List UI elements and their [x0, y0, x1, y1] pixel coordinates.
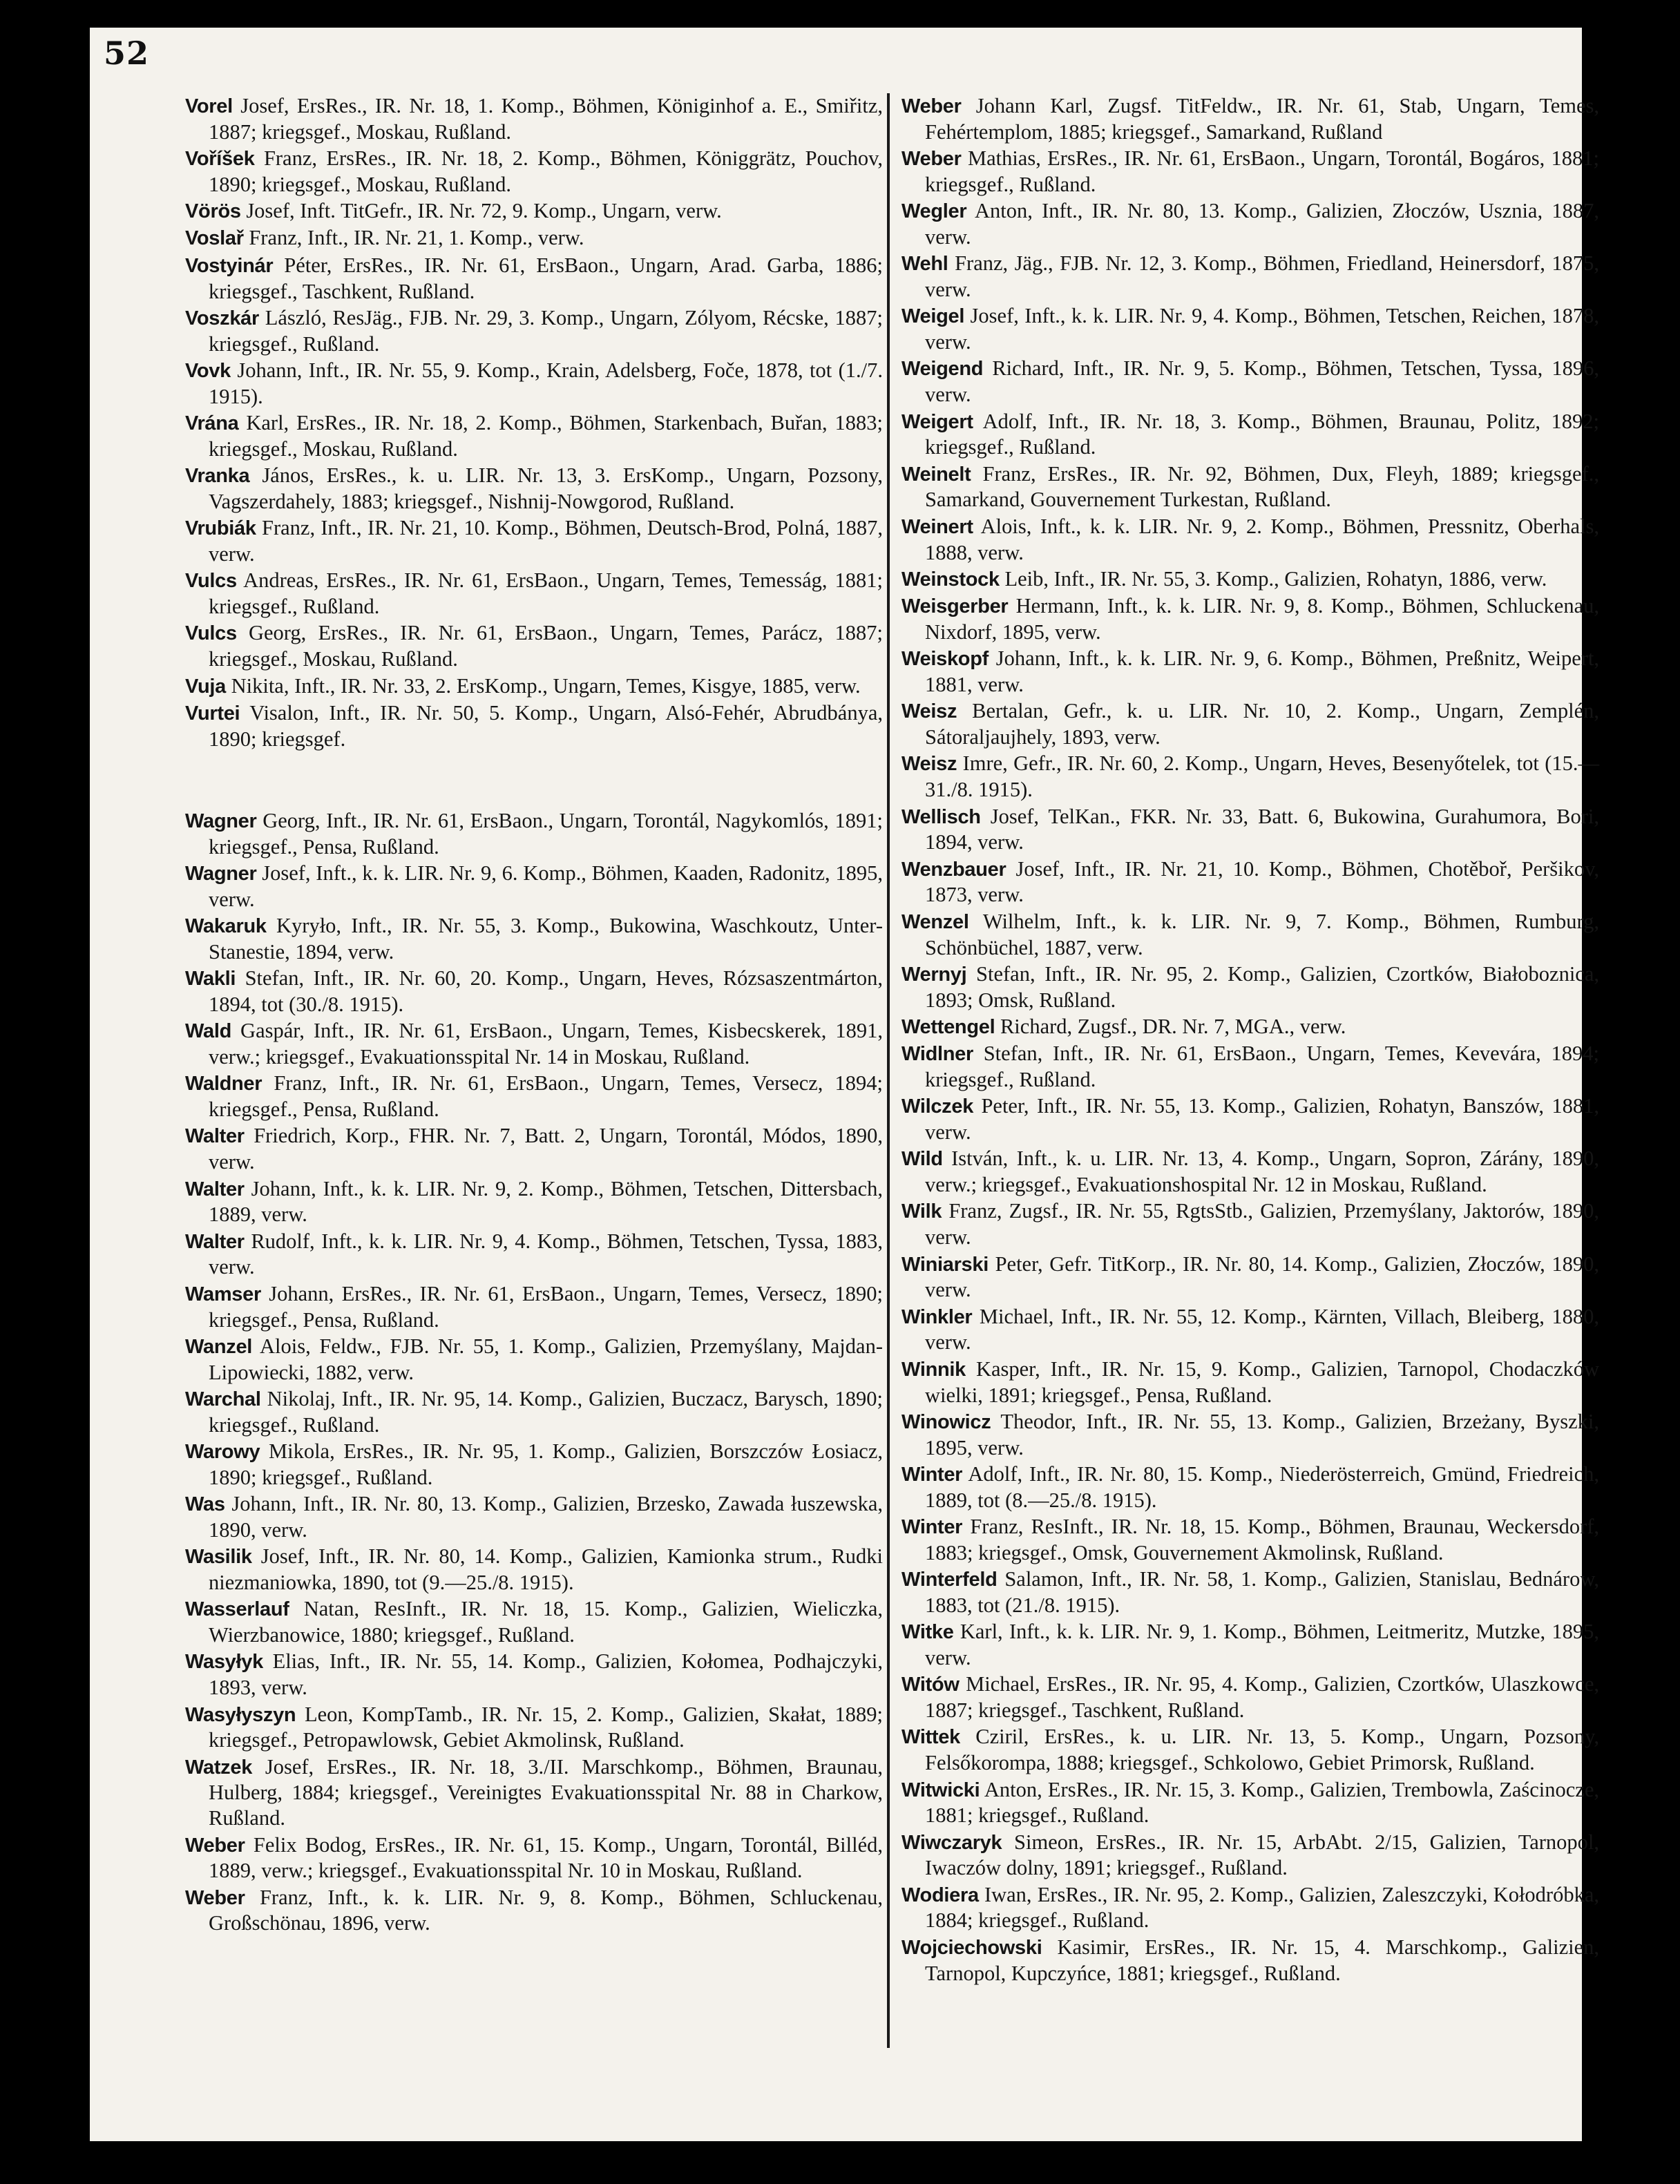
entry-details: Natan, ResInft., IR. Nr. 18, 15. Komp., Galizien, Wieliczka, Wierzbanowice, 1880; kriegsgef., Rußland. — [209, 1597, 884, 1647]
register-entry — [901, 856, 1599, 908]
entry-surname: Vuja — [185, 675, 226, 698]
entry-surname: Weisgerber — [901, 595, 1009, 618]
entry-details: Franz, Inft., IR. Nr. 21, 1. Komp., verw. — [249, 226, 584, 250]
entry-details: Hermann, Inft., k. k. LIR. Nr. 9, 8. Komp., Böhmen, Schluckenau, Nixdorf, 1895, verw. — [925, 594, 1599, 644]
entry-details: Johann, Inft., IR. Nr. 55, 9. Komp., Krain, Adelsberg, Foče, 1878, tot (1./7. 1915). — [209, 358, 883, 408]
entry-details: Josef, Inft. TitGefr., IR. Nr. 72, 9. Komp., Ungarn, verw. — [246, 199, 722, 223]
register-entry — [185, 1649, 883, 1701]
register-entry — [185, 673, 883, 700]
entry-details: Alois, Feldw., FJB. Nr. 55, 1. Komp., Galizien, Przemyślany, Majdan-Lipowiecki, 1882, verw. — [209, 1334, 883, 1384]
entry-surname: Widlner — [901, 1043, 973, 1066]
register-entry — [901, 198, 1599, 250]
entry-surname: Wasyłyszyn — [185, 1703, 296, 1726]
register-entry — [185, 358, 883, 410]
register-entry — [185, 1885, 883, 1937]
register-entry — [901, 1252, 1599, 1303]
register-entry — [185, 146, 883, 198]
entry-details: Simeon, ErsRes., IR. Nr. 15, ArbAbt. 2/15, Galizien, Tarnopol, Iwaczów dolny, 1891; kriegsgef., Rußland. — [925, 1830, 1599, 1880]
entry-details: Felix Bodog, ErsRes., IR. Nr. 61, 15. Komp., Ungarn, Torontál, Billéd, 1889, verw.; kriegsgef., Evakuationsspital Nr. 10 in Moskau, Rußland. — [209, 1832, 884, 1883]
register-entry — [185, 1176, 883, 1228]
entry-surname: Weisz — [901, 700, 957, 723]
entry-details: Karl, Inft., k. k. LIR. Nr. 9, 1. Komp., Böhmen, Leitmeritz, Mutzke, 1895, verw. — [925, 1620, 1600, 1670]
register-entry — [901, 514, 1599, 566]
section-gap — [185, 753, 883, 808]
entry-details: Imre, Gefr., IR. Nr. 60, 2. Komp., Ungarn, Heves, Besenyőtelek, tot (15.—31./8. 1915). — [925, 751, 1600, 802]
entry-surname: Witwicki — [901, 1779, 980, 1801]
entry-surname: Wiwczaryk — [901, 1831, 1002, 1854]
register-entry — [901, 1304, 1599, 1356]
entry-details: Theodor, Inft., IR. Nr. 55, 13. Komp., Galizien, Brzeżany, Byszki, 1895, verw. — [925, 1409, 1600, 1459]
entry-surname: Weber — [185, 1886, 245, 1909]
entry-details: Salamon, Inft., IR. Nr. 58, 1. Komp., Galizien, Stanislau, Bednárow, 1883, tot (21./8. 1915). — [925, 1567, 1600, 1617]
entry-surname: Vranka — [185, 465, 250, 488]
entry-surname: Vulcs — [185, 622, 237, 645]
register-entry — [901, 1357, 1599, 1408]
left-column-w-section — [185, 808, 883, 1936]
entry-surname: Wald — [185, 1020, 231, 1043]
entry-surname: Wellisch — [901, 805, 981, 828]
register-entry — [901, 1409, 1599, 1461]
entry-details: Peter, Gefr. TitKorp., IR. Nr. 80, 14. Komp., Galizien, Złoczów, 1890, verw. — [925, 1252, 1599, 1302]
entry-surname: Wanzel — [185, 1335, 253, 1358]
register-entry — [901, 356, 1599, 408]
register-entry — [185, 198, 883, 224]
entry-details: Alois, Inft., k. k. LIR. Nr. 9, 2. Komp., Böhmen, Pressnitz, Oberhals, 1888, verw. — [925, 514, 1599, 564]
register-entry — [901, 1882, 1599, 1934]
entry-details: Anton, Inft., IR. Nr. 80, 13. Komp., Galizien, Złoczów, Usznia, 1887, verw. — [925, 199, 1599, 249]
entry-surname: Voříšek — [185, 148, 255, 171]
entry-details: Cziril, ErsRes., k. u. LIR. Nr. 13, 5. Komp., Ungarn, Pozsony, Felsőkorompa, 1888; kriegsgef., Schkolowo, Gebiet Primorsk, Rußland. — [925, 1725, 1599, 1775]
entry-surname: Winter — [901, 1516, 963, 1539]
entry-details: Nikita, Inft., IR. Nr. 33, 2. ErsKomp., Ungarn, Temes, Kisgye, 1885, verw. — [231, 673, 861, 698]
entry-details: Johann, Inft., k. k. LIR. Nr. 9, 6. Komp., Böhmen, Preßnitz, Weipert, 1881, verw. — [925, 646, 1599, 697]
register-entry — [185, 966, 883, 1017]
entry-surname: Wakaruk — [185, 915, 267, 938]
register-entry — [185, 225, 883, 251]
entry-surname: Voslař — [185, 227, 244, 250]
entry-details: Richard, Zugsf., DR. Nr. 7, MGA., verw. — [1000, 1014, 1346, 1038]
register-entry — [901, 1514, 1599, 1566]
entry-details: Péter, ErsRes., IR. Nr. 61, ErsBaon., Ungarn, Arad. Garba, 1886; kriegsgef., Taschkent, Rußland. — [209, 253, 883, 303]
register-entry — [901, 751, 1599, 803]
register-entry — [901, 93, 1599, 145]
entry-surname: Wodiera — [901, 1884, 979, 1906]
register-entry — [901, 593, 1599, 645]
register-entry — [185, 463, 883, 515]
entry-surname: Wittek — [901, 1726, 960, 1749]
register-entry — [901, 1198, 1599, 1250]
entry-surname: Wehl — [901, 253, 948, 276]
register-entry — [185, 410, 883, 462]
entry-details: Peter, Inft., IR. Nr. 55, 13. Komp., Galizien, Rohatyn, Banszów, 1881, verw. — [925, 1094, 1599, 1144]
entry-details: Josef, Inft., k. k. LIR. Nr. 9, 6. Komp., Böhmen, Kaaden, Radonitz, 1895, verw. — [209, 861, 883, 911]
entry-surname: Wakli — [185, 968, 236, 990]
entry-details: Franz, Inft., IR. Nr. 61, ErsBaon., Ungarn, Temes, Versecz, 1894; kriegsgef., Pensa, Rußland. — [209, 1071, 883, 1122]
entry-surname: Vrubiák — [185, 517, 256, 540]
entry-details: Wilhelm, Inft., k. k. LIR. Nr. 9, 7. Komp., Böhmen, Rumburg, Schönbüchel, 1887, verw. — [925, 909, 1599, 959]
entry-surname: Watzek — [185, 1756, 253, 1779]
entry-details: Visalon, Inft., IR. Nr. 50, 5. Komp., Ungarn, Alsó-Fehér, Abrudbánya, 1890; kriegsgef. — [209, 700, 884, 751]
entry-details: Franz, Inft., k. k. LIR. Nr. 9, 8. Komp., Böhmen, Schluckenau, Großschönau, 1896, verw. — [209, 1885, 883, 1935]
entry-surname: Witke — [901, 1621, 954, 1644]
entry-surname: Wojciechowski — [901, 1936, 1042, 1959]
entry-surname: Winkler — [901, 1305, 973, 1328]
entry-surname: Warowy — [185, 1441, 260, 1464]
register-entry — [185, 1071, 883, 1122]
entry-surname: Weber — [901, 148, 962, 171]
entry-details: Josef, Inft., k. k. LIR. Nr. 9, 4. Komp., Böhmen, Tetschen, Reichen, 1878, verw. — [925, 304, 1600, 354]
entry-details: Stefan, Inft., IR. Nr. 95, 2. Komp., Galizien, Czortków, Białoboznica, 1893; Omsk, Rußland. — [925, 961, 1599, 1012]
register-entry — [185, 1439, 883, 1491]
register-entry — [185, 1018, 883, 1070]
entry-surname: Vurtei — [185, 702, 240, 725]
entry-surname: Wasserlauf — [185, 1598, 289, 1621]
register-entry — [901, 961, 1599, 1013]
entry-surname: Wegler — [901, 200, 967, 223]
entry-details: Leon, KompTamb., IR. Nr. 15, 2. Komp., Galizien, Skałat, 1889; kriegsgef., Petropawlowsk, Gebiet Akmolinsk, Rußland. — [209, 1702, 884, 1752]
entry-details: Josef, Inft., IR. Nr. 21, 10. Komp., Böhmen, Chotěboř, Peršikov, 1873, verw. — [925, 856, 1600, 907]
register-entry — [901, 1935, 1599, 1986]
entry-surname: Wenzel — [901, 910, 969, 933]
register-entry — [185, 93, 883, 145]
register-entry — [901, 566, 1599, 593]
entry-surname: Wasilik — [185, 1546, 252, 1569]
entry-details: Leib, Inft., IR. Nr. 55, 3. Komp., Galizien, Rohatyn, 1886, verw. — [1004, 566, 1547, 591]
entry-details: Iwan, ErsRes., IR. Nr. 95, 2. Komp., Galizien, Zaleszczyki, Kołodróbka, 1884; kriegsgef., Rußland. — [925, 1882, 1600, 1933]
register-entry — [185, 1334, 883, 1386]
register-entry — [901, 1041, 1599, 1093]
entry-details: Rudolf, Inft., k. k. LIR. Nr. 9, 4. Komp., Böhmen, Tetschen, Tyssa, 1883, verw. — [209, 1229, 883, 1279]
register-entry — [185, 1491, 883, 1543]
entry-details: Friedrich, Korp., FHR. Nr. 7, Batt. 2, Ungarn, Torontál, Módos, 1890, verw. — [209, 1124, 883, 1174]
entry-details: Franz, Inft., IR. Nr. 21, 10. Komp., Böhmen, Deutsch-Brod, Polná, 1887, verw. — [209, 516, 883, 566]
register-entry — [185, 253, 883, 305]
register-entry — [185, 1832, 883, 1884]
register-entry — [185, 515, 883, 567]
register-entry — [901, 1567, 1599, 1618]
entry-details: Franz, ErsRes., IR. Nr. 92, Böhmen, Dux, Fleyh, 1889; kriegsgef., Samarkand, Gouvernement Turkestan, Rußland. — [925, 461, 1599, 512]
register-entry — [185, 620, 883, 672]
entry-surname: Wild — [901, 1148, 943, 1171]
entry-surname: Witów — [901, 1674, 960, 1696]
register-entry — [901, 646, 1599, 698]
entry-details: János, ErsRes., k. u. LIR. Nr. 13, 3. ErsKomp., Ungarn, Pozsony, Vagszerdahely, 1883; kriegsgef., Nishnij-Nowgorod, Rußland. — [209, 463, 883, 513]
entry-details: Stefan, Inft., IR. Nr. 60, 20. Komp., Ungarn, Heves, Rózsaszentmárton, 1894, tot (30./8. 1915). — [209, 966, 884, 1016]
entry-surname: Wernyj — [901, 963, 967, 986]
entry-details: Kasper, Inft., IR. Nr. 15, 9. Komp., Galizien, Tarnopol, Chodaczków wielki, 1891; kriegsgef., Pensa, Rußland. — [925, 1357, 1600, 1407]
entry-surname: Vostyinár — [185, 254, 274, 277]
register-entry — [901, 804, 1599, 856]
entry-details: István, Inft., k. u. LIR. Nr. 13, 4. Komp., Ungarn, Sopron, Zárány, 1890, verw.; kriegsgef., Evakuationshospital Nr. 12 in Moskau, Rußland. — [925, 1147, 1599, 1197]
register-entry — [185, 1386, 883, 1438]
entry-surname: Winiarski — [901, 1253, 989, 1276]
entry-surname: Vorel — [185, 95, 233, 117]
entry-surname: Waldner — [185, 1073, 262, 1095]
register-entry — [185, 1544, 883, 1596]
register-entry — [901, 1724, 1599, 1776]
register-entry — [185, 861, 883, 912]
entry-details: Kasimir, ErsRes., IR. Nr. 15, 4. Marschkomp., Galizien, Tarnopol, Kupczyńce, 1881; kriegsgef., Rußland. — [925, 1935, 1600, 1985]
entry-surname: Winnik — [901, 1358, 966, 1381]
entry-surname: Winterfeld — [901, 1569, 998, 1591]
left-column-v-section — [185, 93, 883, 751]
entry-surname: Vörös — [185, 200, 241, 223]
entry-surname: Wenzbauer — [901, 858, 1006, 881]
entry-details: Elias, Inft., IR. Nr. 55, 14. Komp., Galizien, Kołomea, Podhajczyki, 1893, verw. — [209, 1649, 884, 1700]
register-entry — [185, 305, 883, 357]
register-entry — [185, 1229, 883, 1281]
entry-details: Richard, Inft., IR. Nr. 9, 5. Komp., Böhmen, Tetschen, Tyssa, 1896, verw. — [925, 356, 1600, 407]
register-entry — [901, 1093, 1599, 1145]
entry-surname: Walter — [185, 1125, 245, 1148]
register-entry — [901, 1830, 1599, 1881]
entry-details: Johann Karl, Zugsf. TitFeldw., IR. Nr. 61, Stab, Ungarn, Temes, Fehértemplom, 1885; kriegsgef., Samarkand, Rußland — [925, 94, 1600, 144]
entry-surname: Wagner — [185, 863, 257, 885]
register-entry — [901, 1671, 1599, 1723]
entry-surname: Vovk — [185, 359, 231, 382]
entry-details: Michael, Inft., IR. Nr. 55, 12. Komp., Kärnten, Villach, Bleiberg, 1880, verw. — [925, 1304, 1600, 1354]
register-entry — [901, 909, 1599, 961]
entry-details: Mikola, ErsRes., IR. Nr. 95, 1. Komp., Galizien, Borszczów Łosiacz, 1890; kriegsgef., Rußland. — [209, 1439, 884, 1489]
left-column — [185, 93, 883, 1937]
entry-surname: Winowicz — [901, 1410, 991, 1433]
entry-surname: Wasyłyk — [185, 1651, 263, 1674]
register-entry — [901, 409, 1599, 461]
entry-details: Nikolaj, Inft., IR. Nr. 95, 14. Komp., Galizien, Buczacz, Barysch, 1890; kriegsgef., Rußland. — [209, 1386, 884, 1437]
page-number: 52 — [104, 35, 150, 72]
entry-details: Georg, Inft., IR. Nr. 61, ErsBaon., Ungarn, Torontál, Nagykomlós, 1891; kriegsgef., Pensa, Rußland. — [209, 808, 883, 859]
entry-details: Stefan, Inft., IR. Nr. 61, ErsBaon., Ungarn, Temes, Kevevára, 1894; kriegsgef., Rußland. — [925, 1042, 1600, 1091]
entry-surname: Vrána — [185, 412, 239, 435]
column-divider — [887, 93, 890, 2048]
register-entry — [185, 1123, 883, 1175]
entry-surname: Weinelt — [901, 463, 971, 486]
entry-surname: Walter — [185, 1178, 245, 1200]
entry-details: Mathias, ErsRes., IR. Nr. 61, ErsBaon., Ungarn, Torontál, Bogáros, 1881; kriegsgef., Rußland. — [925, 146, 1599, 196]
entry-surname: Wamser — [185, 1283, 261, 1305]
register-entry — [185, 1754, 883, 1831]
register-entry — [901, 461, 1599, 513]
register-entry — [185, 700, 883, 752]
entry-details: László, ResJäg., FJB. Nr. 29, 3. Komp., Ungarn, Zólyom, Récske, 1887; kriegsgef., Rußland. — [209, 305, 883, 356]
entry-details: Josef, Inft., IR. Nr. 80, 14. Komp., Galizien, Kamionka strum., Rudki niezmaniowka, 1890, tot (9.—25./8. 1915). — [209, 1544, 884, 1595]
entry-details: Karl, ErsRes., IR. Nr. 18, 2. Komp., Böhmen, Starkenbach, Buřan, 1883; kriegsgef., Moskau, Rußland. — [209, 411, 883, 461]
entry-details: Josef, ErsRes., IR. Nr. 18, 3./II. Marschkomp., Böhmen, Braunau, Hulberg, 1884; kriegsgef., Vereinigtes Evakuationsspital Nr. 88 in Charkow, Rußland. — [209, 1754, 883, 1830]
entry-surname: Wilk — [901, 1200, 942, 1223]
entry-details: Johann, Inft., IR. Nr. 80, 13. Komp., Galizien, Brzesko, Zawada łuszewska, 1890, verw. — [209, 1492, 883, 1542]
right-column — [901, 93, 1599, 1987]
register-entry — [901, 1777, 1599, 1829]
register-entry — [901, 1462, 1599, 1513]
entry-details: Gaspár, Inft., IR. Nr. 61, ErsBaon., Ungarn, Temes, Kisbecskerek, 1891, verw.; kriegsgef., Evakuationsspital Nr. 14 in Moskau, Rußland. — [209, 1019, 883, 1069]
register-entry — [185, 568, 883, 620]
register-entry — [901, 146, 1599, 198]
register-entry — [901, 1146, 1599, 1198]
entry-surname: Weigert — [901, 410, 973, 433]
entry-surname: Was — [185, 1493, 225, 1516]
entry-details: Anton, ErsRes., IR. Nr. 15, 3. Komp., Galizien, Trembowla, Zaścinocze, 1881; kriegsgef., Rußland. — [925, 1777, 1599, 1828]
entry-details: Adolf, Inft., IR. Nr. 18, 3. Komp., Böhmen, Braunau, Politz, 1892; kriegsgef., Rußland. — [925, 409, 1599, 459]
entry-details: Franz, ErsRes., IR. Nr. 18, 2. Komp., Böhmen, Königgrätz, Pouchov, 1890; kriegsgef., Moskau, Rußland. — [209, 146, 884, 196]
entry-details: Bertalan, Gefr., k. u. LIR. Nr. 10, 2. Komp., Ungarn, Zemplén, Sátoraljaujhely, 1893, verw. — [925, 699, 1600, 749]
entry-surname: Warchal — [185, 1388, 261, 1410]
entry-surname: Winter — [901, 1463, 963, 1486]
register-entry — [901, 1619, 1599, 1671]
entry-details: Franz, Jäg., FJB. Nr. 12, 3. Komp., Böhmen, Friedland, Heinersdorf, 1875, verw. — [925, 251, 1600, 302]
register-entry — [901, 698, 1599, 750]
entry-surname: Weinstock — [901, 568, 1000, 591]
entry-surname: Weber — [185, 1834, 245, 1857]
entry-surname: Weinert — [901, 515, 973, 538]
entry-details: Josef, TelKan., FKR. Nr. 33, Batt. 6, Bukowina, Gurahumora, Bori, 1894, verw. — [925, 804, 1599, 854]
register-entry — [901, 303, 1599, 355]
entry-surname: Weigel — [901, 305, 965, 328]
entry-surname: Walter — [185, 1230, 245, 1253]
entry-surname: Wilczek — [901, 1095, 974, 1118]
entry-surname: Weisz — [901, 753, 957, 776]
register-entry — [901, 1014, 1599, 1040]
entry-details: Kyryło, Inft., IR. Nr. 55, 3. Komp., Bukowina, Waschkoutz, Unter-Stanestie, 1894, verw. — [209, 914, 884, 964]
register-entry — [185, 1596, 883, 1648]
entry-details: Andreas, ErsRes., IR. Nr. 61, ErsBaon., Ungarn, Temes, Temesság, 1881; kriegsgef., Rußland. — [209, 568, 883, 619]
entry-surname: Wagner — [185, 810, 257, 832]
entry-details: Franz, ResInft., IR. Nr. 18, 15. Komp., Böhmen, Braunau, Weckersdorf, 1883; kriegsgef., Omsk, Gouvernement Akmolinsk, Rußland. — [925, 1515, 1600, 1564]
right-column-w-section — [901, 93, 1599, 1986]
register-entry — [185, 808, 883, 860]
entry-surname: Vulcs — [185, 570, 237, 593]
register-entry — [901, 251, 1599, 303]
entry-surname: Weiskopf — [901, 648, 989, 671]
entry-details: Johann, ErsRes., IR. Nr. 61, ErsBaon., Ungarn, Temes, Versecz, 1890; kriegsgef., Pensa, Rußland. — [209, 1281, 884, 1332]
entry-details: Adolf, Inft., IR. Nr. 80, 15. Komp., Niederösterreich, Gmünd, Friedreich, 1889, tot (8.—25./8. 1915). — [925, 1462, 1599, 1512]
entry-surname: Weber — [901, 95, 962, 117]
entry-details: Michael, ErsRes., IR. Nr. 95, 4. Komp., Galizien, Czortków, Ulaszkowce, 1887; kriegsgef., Taschkent, Rußland. — [925, 1672, 1600, 1723]
entry-surname: Weigend — [901, 358, 984, 381]
register-entry — [185, 913, 883, 965]
register-entry — [185, 1281, 883, 1333]
entry-details: Josef, ErsRes., IR. Nr. 18, 1. Komp., Böhmen, Königinhof a. E., Smiřitz, 1887; kriegsgef., Moskau, Rußland. — [209, 94, 883, 144]
register-entry — [185, 1702, 883, 1754]
entry-details: Franz, Zugsf., IR. Nr. 55, RgtsStb., Galizien, Przemyślany, Jaktorów, 1890, verw. — [925, 1199, 1600, 1249]
entry-details: Georg, ErsRes., IR. Nr. 61, ErsBaon., Ungarn, Temes, Parácz, 1887; kriegsgef., Moskau, Rußland. — [209, 621, 883, 671]
entry-surname: Voszkár — [185, 307, 259, 329]
entry-details: Johann, Inft., k. k. LIR. Nr. 9, 2. Komp., Böhmen, Tetschen, Dittersbach, 1889, verw. — [209, 1176, 884, 1227]
entry-surname: Wettengel — [901, 1015, 995, 1038]
